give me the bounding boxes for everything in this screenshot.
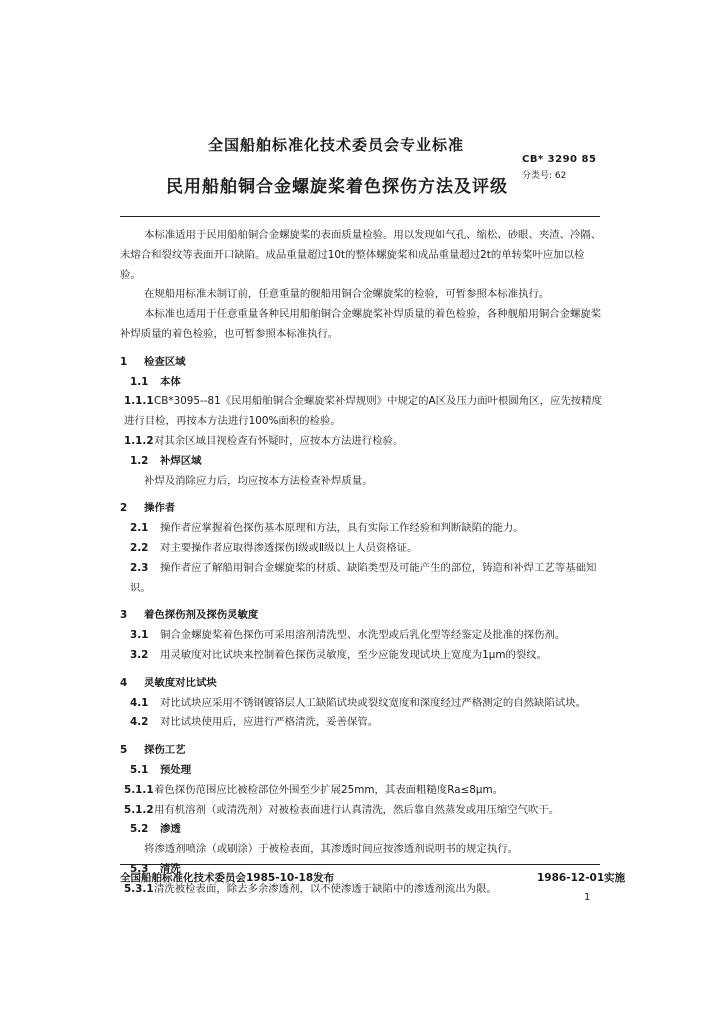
- issue-date: 全国船舶标准化技术委员会1985-10-18发布: [120, 872, 335, 884]
- section-number: 4: [120, 676, 128, 689]
- section-number: 2: [120, 502, 128, 515]
- effective-date: 1986-12-01实施: [537, 872, 626, 884]
- clause-3-1: [120, 626, 604, 646]
- clause-number: 5.3.1: [124, 882, 154, 895]
- classification-number: 分类号: 62: [522, 171, 567, 181]
- section-title: 探伤工艺: [144, 744, 186, 757]
- section-number: 5: [120, 744, 128, 757]
- section-number: 5.1: [130, 763, 149, 776]
- section-title: 检查区域: [144, 355, 186, 368]
- section-number: 1.2: [130, 454, 149, 467]
- section-title: 清洗: [160, 862, 181, 875]
- section-number: 3: [120, 609, 128, 622]
- clause-5-1-2: [120, 801, 604, 821]
- document-body: [120, 226, 604, 900]
- clause-number: 3.1: [130, 629, 149, 642]
- section-4-heading: [120, 674, 604, 694]
- clause-number: 2.2: [130, 541, 149, 554]
- section-title: 操作者: [144, 502, 176, 515]
- section-title: 本体: [160, 375, 181, 388]
- section-1-heading: [120, 353, 604, 373]
- section-title: 补焊区域: [160, 454, 202, 467]
- header-divider: [120, 216, 600, 217]
- clause-3-2: [120, 646, 604, 666]
- section-5-heading: [120, 741, 604, 761]
- clause-text: 清洗被检表面，除去多余渗透剂，以不使渗透于缺陷中的渗透剂流出为限。: [154, 882, 497, 895]
- section-5-2-heading: [120, 820, 604, 840]
- clause-4-1: [120, 694, 604, 714]
- section-5-1-heading: [120, 761, 604, 781]
- clause-4-2: [120, 713, 604, 733]
- intro-paragraph-2: 在规船用标准未制订前，任意重量的舰船用铜合金螺旋桨的检验，可暂参照本标准执行。: [144, 288, 550, 301]
- clause-2-2: [120, 539, 604, 559]
- footer-divider: [120, 864, 600, 865]
- clause-number: 1.1.1: [124, 395, 154, 408]
- section-3-heading: [120, 606, 604, 626]
- clause-text: 操作者应了解船用铜合金螺旋桨的材质、缺陷类型及可能产生的部位，铸造和补焊工艺等基础知识。: [130, 561, 597, 594]
- clause-5-2-text: 将渗透剂喷涂（或刷涂）于被检表面，其渗透时间应按渗透剂说明书的规定执行。: [144, 843, 519, 856]
- clause-number: 5.1.1: [124, 783, 154, 796]
- section-title: 着色探伤剂及探伤灵敏度: [144, 609, 259, 622]
- clause-5-1-1: [120, 781, 604, 801]
- clause-number: 1.1.2: [124, 434, 154, 447]
- clause-2-1: [120, 519, 604, 539]
- clause-text: 铜合金螺旋桨着色探伤可采用溶剂清洗型、水洗型或后乳化型等经鉴定及批准的探伤剂。: [160, 629, 566, 642]
- clause-number: 2.1: [130, 522, 149, 535]
- clause-2-3: [120, 559, 604, 599]
- clause-text: 操作者应掌握着色探伤基本原理和方法，具有实际工作经验和判断缺陷的能力。: [160, 522, 524, 535]
- clause-1-1-1: [120, 392, 604, 432]
- clause-text: 用有机溶剂（或清洗剂）对被检表面进行认真清洗，然后靠自然蒸发或用压缩空气吹干。: [154, 803, 560, 816]
- clause-number: 5.1.2: [124, 803, 154, 816]
- clause-number: 4.2: [130, 716, 149, 729]
- standard-code: CB* 3290 85: [522, 154, 597, 165]
- issuing-organization: 全国船舶标准化技术委员会专业标准: [208, 136, 465, 154]
- section-number: 1: [120, 355, 128, 368]
- clause-text: 对主要操作者应取得渗透探伤Ⅰ级或Ⅱ级以上人员资格证。: [160, 541, 418, 554]
- clause-text: 对比试块应采用不锈钢镀铬层人工缺陷试块或裂纹宽度和深度经过严格测定的自然缺陷试块。: [160, 696, 587, 709]
- document-title: 民用船舶铜合金螺旋桨着色探伤方法及评级: [166, 177, 508, 197]
- clause-1-1-2: [120, 432, 604, 452]
- intro-paragraph-1: 本标准适用于民用船舶铜合金螺旋桨的表面质量检验。用以发现如气孔、缩松、砂眼、夹渣、冷隔、未熔合和裂纹等表面开口缺陷。成品重量超过10t的整体螺旋桨和成品重量超过2t的单转桨叶应加以检验。: [120, 229, 602, 281]
- section-1-1-heading: [120, 373, 604, 393]
- clause-text: CB*3095--81《民用船舶铜合金螺旋桨补焊规则》中规定的A区及压力面叶根圆角区，应先按精度进行目检，再按本方法进行100%面积的检验。: [124, 395, 602, 428]
- clause-number: 3.2: [130, 648, 149, 661]
- section-title: 灵敏度对比试块: [144, 676, 217, 689]
- clause-number: 2.3: [130, 561, 149, 574]
- clause-text: 对比试块使用后，应进行严格清洗，妥善保管。: [160, 716, 379, 729]
- page-number: 1: [584, 892, 591, 903]
- section-number: 1.1: [130, 375, 149, 388]
- section-1-2-heading: [120, 452, 604, 472]
- section-2-heading: [120, 499, 604, 519]
- clause-text: 用灵敏度对比试块来控制着色探伤灵敏度，至少应能发现试块上宽度为1μm的裂纹。: [160, 648, 548, 661]
- section-title: 预处理: [160, 763, 192, 776]
- section-number: 5.3: [130, 862, 149, 875]
- clause-number: 4.1: [130, 696, 149, 709]
- intro-paragraph-3: 本标准也适用于任意重量各种民用船舶铜合金螺旋桨补焊质量的着色检验，各种舰船用铜合金螺旋桨补焊质量的着色检验，也可暂参照本标准执行。: [120, 308, 602, 340]
- clause-1-2-text: 补焊及消除应力后，均应按本方法检查补焊质量。: [144, 474, 373, 487]
- section-title: 渗透: [160, 823, 181, 836]
- clause-text: 着色探伤范围应比被检部位外围至少扩展25mm，其表面粗糙度Ra≤8μm。: [154, 783, 504, 796]
- section-number: 5.2: [130, 823, 149, 836]
- clause-text: 对其余区域目视检查有怀疑时，应按本方法进行检验。: [154, 434, 404, 447]
